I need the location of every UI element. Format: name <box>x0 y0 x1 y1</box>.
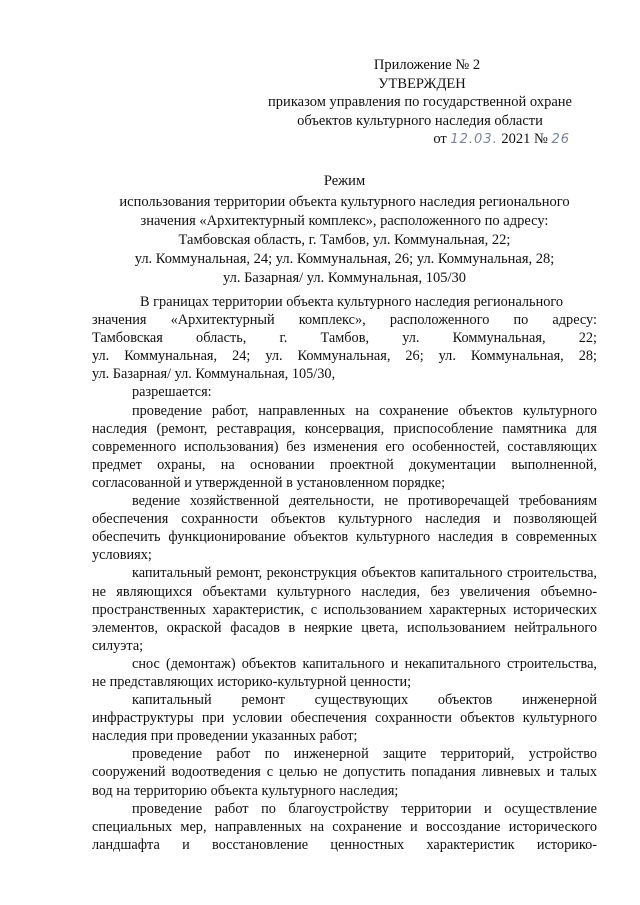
intro-line: ул. Базарная/ ул. Коммунальная, 105/30, <box>92 366 336 383</box>
handwritten-date: 12.03. <box>450 132 498 147</box>
intro-line: Тамбовская область, г. Тамбов, ул. Коммунальная, 22; <box>92 330 597 347</box>
paragraph: снос (демонтаж) объектов капитального и некапитального строительства, не представляющих историко-культурной ценности; <box>92 655 597 690</box>
paragraph: капитальный ремонт, реконструкция объектов капитального строительства, не являющихся объектами культурного наследия, без увеличения объемно-пространственных характеристик, с использованием характерных исторических элементов, окраской фасадов в неяркие цвета, использованием нейтрального силуэта; <box>92 565 597 654</box>
heading-title: Режим <box>323 173 366 189</box>
paragraph: проведение работ по благоустройству территории и осуществление специальных мер, направленных на сохранение и воссоздание исторического ландшафта и восстановление ценностных характеристик историко- <box>92 800 597 853</box>
paragraph: проведение работ по инженерной защите территорий, устройство сооружений водоотведения с целью не допустить попадания ливневых и талых вод на территорию объекта культурного наследия; <box>92 746 597 799</box>
document-body <box>92 293 597 854</box>
heading-line: использования территории объекта культурного наследия регионального <box>119 194 570 210</box>
date-year: 2021 <box>501 131 531 147</box>
paragraph: ведение хозяйственной деятельности, не противоречащей требованиям обеспечения сохранности объектов культурного наследия и позволяющей обеспечить функционирование объектов культурного наследия в современных условиях; <box>92 493 597 564</box>
document-heading <box>92 172 597 288</box>
approved-label: УТВЕРЖДЕН <box>378 75 466 92</box>
paragraph: капитальный ремонт существующих объектов инженерной инфраструктуры при условии обеспечения сохранности объектов культурного наследия при проведении указанных работ; <box>92 692 597 745</box>
number-sign: № <box>533 131 548 147</box>
heading-line: Тамбовская область, г. Тамбов, ул. Коммунальная, 22; <box>178 232 511 248</box>
heading-line: ул. Коммунальная, 24; ул. Коммунальная, 26; ул. Коммунальная, 28; <box>134 251 555 267</box>
heading-line: ул. Базарная/ ул. Коммунальная, 105/30 <box>223 270 466 286</box>
order-date-line <box>240 130 600 150</box>
intro-line: В границах территории объекта культурного наследия регионального <box>140 294 564 310</box>
appendix-number: Приложение № 2 <box>373 57 481 73</box>
intro-line: ул. Коммунальная, 24; ул. Коммунальная, 26; ул. Коммунальная, 28; <box>92 348 597 365</box>
order-line-1: приказом управления по государственной охране <box>268 94 572 110</box>
intro-line: значения «Архитектурный комплекс», расположенного по адресу: <box>92 312 597 329</box>
handwritten-number: 26 <box>551 132 570 147</box>
approval-stamp <box>240 56 600 150</box>
order-line-2: объектов культурного наследия области <box>297 112 543 129</box>
heading-line: значения «Архитектурный комплекс», расположенного по адресу: <box>140 213 549 229</box>
allowed-label: разрешается: <box>132 384 212 401</box>
date-prefix: от <box>433 131 447 147</box>
paragraph: проведение работ, направленных на сохранение объектов культурного наследия (ремонт, реставрация, консервация, приспособление памятника для современного использования) без изменения его особенностей, составляющих предмет охраны, на основании проектной документации выполненной, согласованной и утвержденной в установленном порядке; <box>92 402 597 491</box>
